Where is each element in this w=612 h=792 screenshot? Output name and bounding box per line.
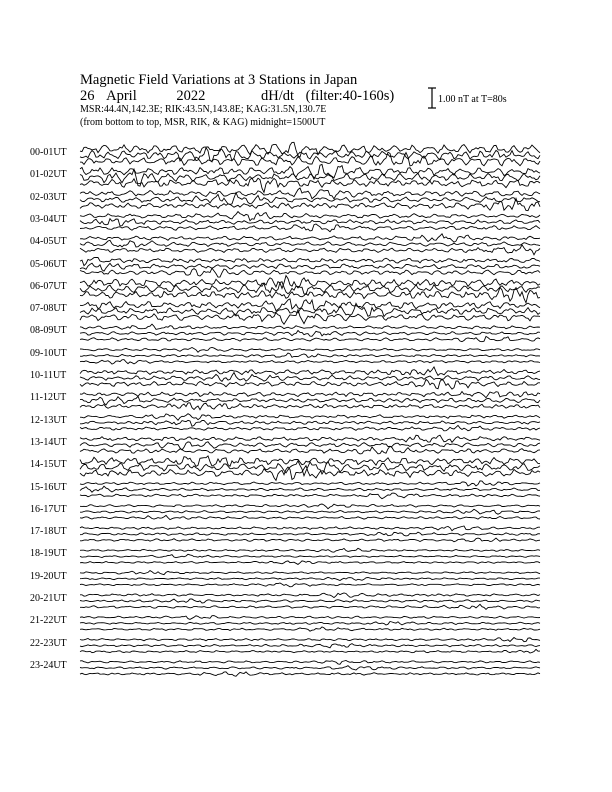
trace-kag — [80, 212, 540, 221]
trace-rik — [80, 219, 540, 226]
trace-msr — [80, 403, 540, 410]
trace-msr — [80, 561, 540, 565]
hour-label: 03-04UT — [30, 213, 67, 225]
scale-bar — [428, 88, 436, 108]
trace-kag — [80, 548, 540, 552]
hour-label: 05-06UT — [30, 258, 67, 270]
filter-label: (filter:40-160s) — [305, 88, 395, 104]
trace-msr — [80, 604, 540, 609]
trace-msr — [80, 360, 540, 365]
trace-msr — [80, 198, 540, 210]
date-year: 2022 — [176, 88, 206, 104]
chart-title: Magnetic Field Variations at 3 Stations in Japan — [80, 72, 358, 88]
trace-kag — [80, 276, 540, 289]
trace-kag — [80, 299, 540, 311]
trace-rik — [80, 420, 540, 426]
hour-label: 22-23UT — [30, 637, 67, 649]
trace-msr — [80, 245, 540, 255]
trace-kag — [80, 188, 540, 199]
hour-label: 11-12UT — [30, 392, 67, 404]
hour-label: 01-02UT — [30, 169, 67, 181]
trace-kag — [80, 456, 540, 467]
hour-label: 20-21UT — [30, 593, 67, 604]
trace-kag — [80, 526, 540, 531]
hour-label: 00-01UT — [30, 147, 67, 158]
stations-info: MSR:44.4N,142.3E; RIK:43.5N,143.8E; KAG:31.5N,130.7E — [80, 104, 327, 115]
trace-msr — [80, 466, 540, 481]
trace-group — [80, 142, 540, 676]
trace-rik — [80, 486, 540, 492]
date-day: 26 — [80, 88, 95, 104]
hour-label: 16-17UT — [30, 503, 67, 515]
trace-msr — [80, 627, 540, 631]
hour-label: 12-13UT — [30, 414, 67, 426]
trace-msr — [80, 224, 540, 232]
hour-label: 08-09UT — [30, 325, 67, 337]
trace-msr — [80, 649, 540, 653]
trace-kag — [80, 348, 540, 353]
trace-msr — [80, 425, 540, 430]
hour-label: 09-10UT — [30, 347, 67, 359]
trace-kag — [80, 504, 540, 509]
trace-rik — [80, 622, 540, 626]
trace-rik — [80, 532, 540, 536]
series-order-info: (from bottom to top, MSR, RIK, & KAG) midnight=1500UT — [80, 117, 326, 128]
trace-kag — [80, 661, 540, 665]
scale-label: 1.00 nT at T=80s — [438, 94, 507, 105]
trace-kag — [80, 481, 540, 486]
hour-label: 18-19UT — [30, 548, 67, 560]
trace-kag — [80, 593, 540, 598]
trace-msr — [80, 672, 540, 677]
hour-label: 17-18UT — [30, 526, 67, 538]
trace-kag — [80, 435, 540, 442]
trace-rik — [80, 644, 540, 648]
trace-rik — [80, 577, 540, 580]
hour-label: 21-22UT — [30, 615, 67, 627]
trace-msr — [80, 336, 540, 341]
hour-label: 04-05UT — [30, 236, 67, 248]
hour-label: 15-16UT — [30, 481, 67, 493]
trace-msr — [80, 178, 540, 192]
trace-rik — [80, 666, 540, 670]
hour-label: 19-20UT — [30, 570, 67, 582]
trace-msr — [80, 493, 540, 499]
trace-rik — [80, 240, 540, 247]
trace-rik — [80, 509, 540, 514]
trace-rik — [80, 263, 540, 271]
trace-rik — [80, 554, 540, 557]
trace-msr — [80, 538, 540, 542]
trace-kag — [80, 414, 540, 421]
trace-kag — [80, 324, 540, 329]
hour-label: 06-07UT — [30, 280, 67, 292]
trace-msr — [80, 515, 540, 519]
hour-label: 14-15UT — [30, 459, 67, 471]
trace-kag — [80, 638, 540, 642]
trace-rik — [80, 331, 540, 337]
hour-label: 07-08UT — [30, 303, 67, 315]
hour-label: 10-11UT — [30, 370, 67, 381]
trace-kag — [80, 616, 540, 620]
trace-kag — [80, 234, 540, 242]
trace-kag — [80, 571, 540, 575]
trace-rik — [80, 442, 540, 450]
trace-msr — [80, 446, 540, 454]
trace-rik — [80, 353, 540, 357]
hour-label: 13-14UT — [30, 436, 67, 448]
trace-msr — [80, 583, 540, 587]
trace-msr — [80, 379, 540, 389]
trace-kag — [80, 392, 540, 398]
quantity-label: dH/dt — [260, 88, 295, 104]
trace-kag — [80, 142, 540, 157]
trace-rik — [80, 599, 540, 603]
hour-label: 02-03UT — [30, 191, 67, 203]
trace-msr — [80, 268, 540, 277]
hour-label: 23-24UT — [30, 659, 67, 671]
trace-rik — [80, 396, 540, 405]
trace-kag — [80, 367, 540, 376]
date-month: April — [106, 88, 137, 104]
